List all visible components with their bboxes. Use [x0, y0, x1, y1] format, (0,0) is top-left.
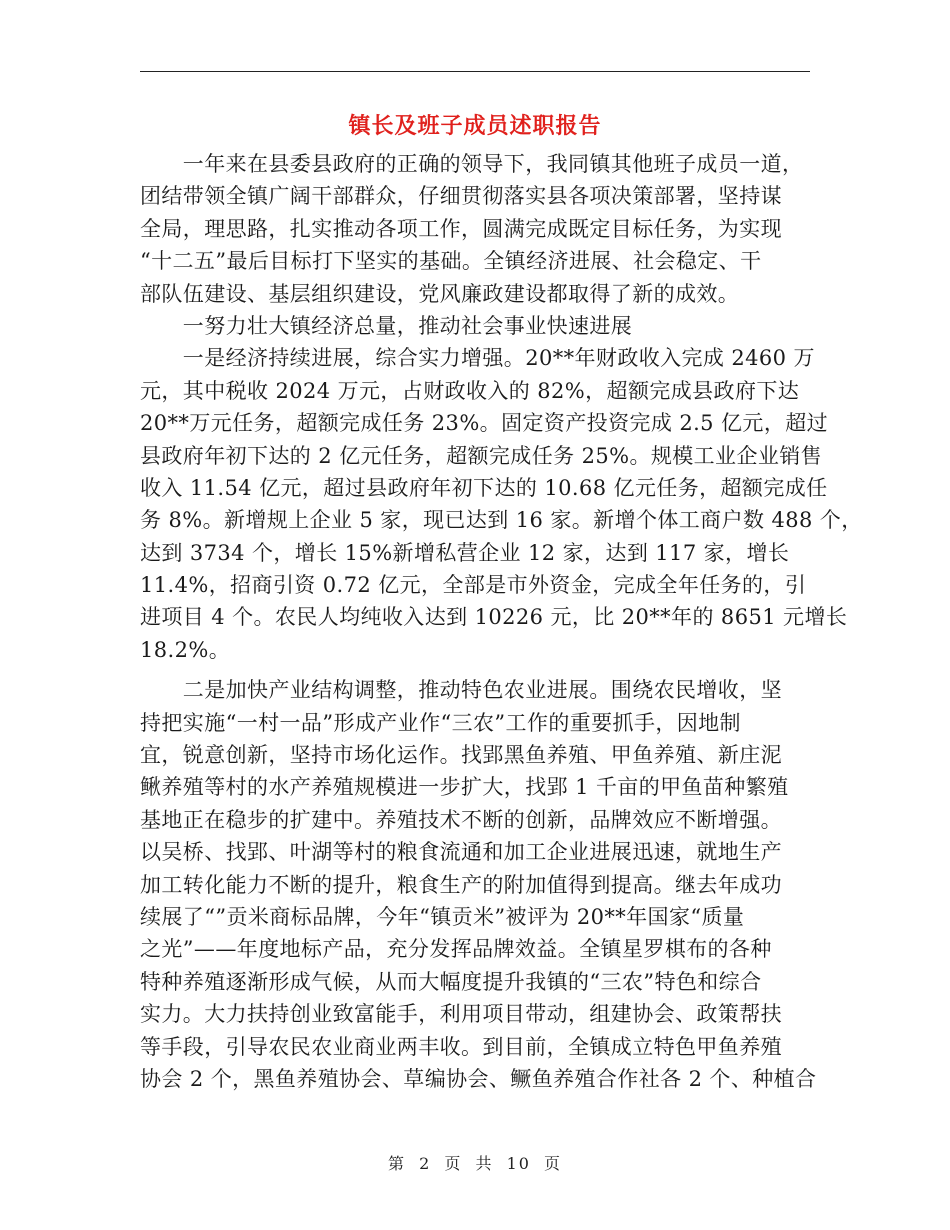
text-line: 以吴桥、找郢、叶湖等村的粮食流通和加工企业进展迅速，就地生产 — [140, 840, 782, 865]
text-line: 基地正在稳步的扩建中。养殖技术不断的创新，品牌效应不断增强。 — [140, 807, 782, 832]
text-line: 收入 11.54 亿元，超过县政府年初下达的 10.68 亿元任务，超额完成任 — [140, 475, 828, 500]
text-line: 县政府年初下达的 2 亿元任务，超额完成任务 25%。规模工业企业销售 — [140, 443, 823, 468]
text-line: 元，其中税收 2024 万元，占财政收入的 82%，超额完成县政府下达 — [140, 378, 800, 403]
footer-total-label: 共 — [475, 1154, 494, 1173]
footer-prefix: 第 — [387, 1154, 406, 1173]
text-line: 二是加快产业结构调整，推动特色农业进展。围绕农民增收，坚 — [140, 678, 782, 703]
text-line: 续展了“”贡米商标品牌，今年“镇贡米”被评为 20**年国家“质量 — [140, 904, 745, 929]
text-line: 进项目 4 个。农民人均纯收入达到 10226 元，比 20**年的 8651 元增长 — [140, 605, 848, 630]
paragraph-gap — [140, 666, 812, 674]
document-body — [140, 148, 863, 1095]
text-line: 务 8%。新增规上企业 5 家，现已达到 16 家。新增个体工商户数 488 个， — [140, 508, 863, 533]
text-line: 18.2%。 — [140, 637, 231, 662]
text-line: 20**万元任务，超额完成任务 23%。固定资产投资完成 2.5 亿元，超过 — [140, 411, 829, 436]
text-line: 实力。大力扶持创业致富能手，利用项目带动，组建协会、政策帮扶 — [140, 1002, 782, 1027]
header-rule — [140, 71, 810, 72]
footer-middle: 页 — [444, 1154, 463, 1173]
text-line: “十二五”最后目标打下坚实的基础。全镇经济进展、社会稳定、干 — [140, 249, 762, 274]
footer-page-number: 2 — [419, 1154, 432, 1173]
text-line: 持把实施“一村一品”形成产业作“三农”工作的重要抓手，因地制 — [140, 710, 741, 735]
text-line: 团结带领全镇广阔干部群众，仔细贯彻落实县各项决策部署，坚持谋 — [140, 184, 782, 209]
text-line: 加工转化能力不断的提升，粮食生产的附加值得到提高。继去年成功 — [140, 872, 782, 897]
text-line: 鳅养殖等村的水产养殖规模进一步扩大，找郢 1 千亩的甲鱼苗种繁殖 — [140, 775, 789, 800]
text-line: 特种养殖逐渐形成气候，从而大幅度提升我镇的“三农”特色和综合 — [140, 969, 762, 994]
text-line: 一是经济持续进展，综合实力增强。20**年财政收入完成 2460 万 — [140, 346, 815, 371]
text-line: 等手段，引导农民农业商业两丰收。到目前，全镇成立特色甲鱼养殖 — [140, 1034, 782, 1059]
page-footer — [0, 1152, 950, 1176]
text-line: 达到 3734 个，增长 15%新增私营企业 12 家，达到 117 家，增长 — [140, 540, 790, 565]
document-title: 镇长及班子成员述职报告 — [348, 113, 602, 139]
text-line: 一努力壮大镇经济总量，推动社会事业快速进展 — [140, 313, 633, 338]
text-line: 协会 2 个，黑鱼养殖协会、草编协会、鳜鱼养殖合作社各 2 个、种植合 — [140, 1066, 817, 1091]
text-line: 部队伍建设、基层组织建设，党风廉政建设都取得了新的成效。 — [140, 281, 740, 306]
footer-suffix: 页 — [544, 1154, 563, 1173]
text-line: 全局，理思路，扎实推动各项工作，圆满完成既定目标任务，为实现 — [140, 216, 782, 241]
text-line: 之光”——年度地标产品，充分发挥品牌效益。全镇星罗棋布的各种 — [140, 937, 772, 962]
text-line: 宜，锐意创新，坚持市场化运作。找郢黑鱼养殖、甲鱼养殖、新庄泥 — [140, 743, 782, 768]
footer-total-pages: 10 — [506, 1154, 531, 1173]
text-line: 一年来在县委县政府的正确的领导下，我同镇其他班子成员一道， — [140, 152, 804, 176]
text-line: 11.4%，招商引资 0.72 亿元，全部是市外资金，完成全年任务的，引 — [140, 573, 807, 598]
